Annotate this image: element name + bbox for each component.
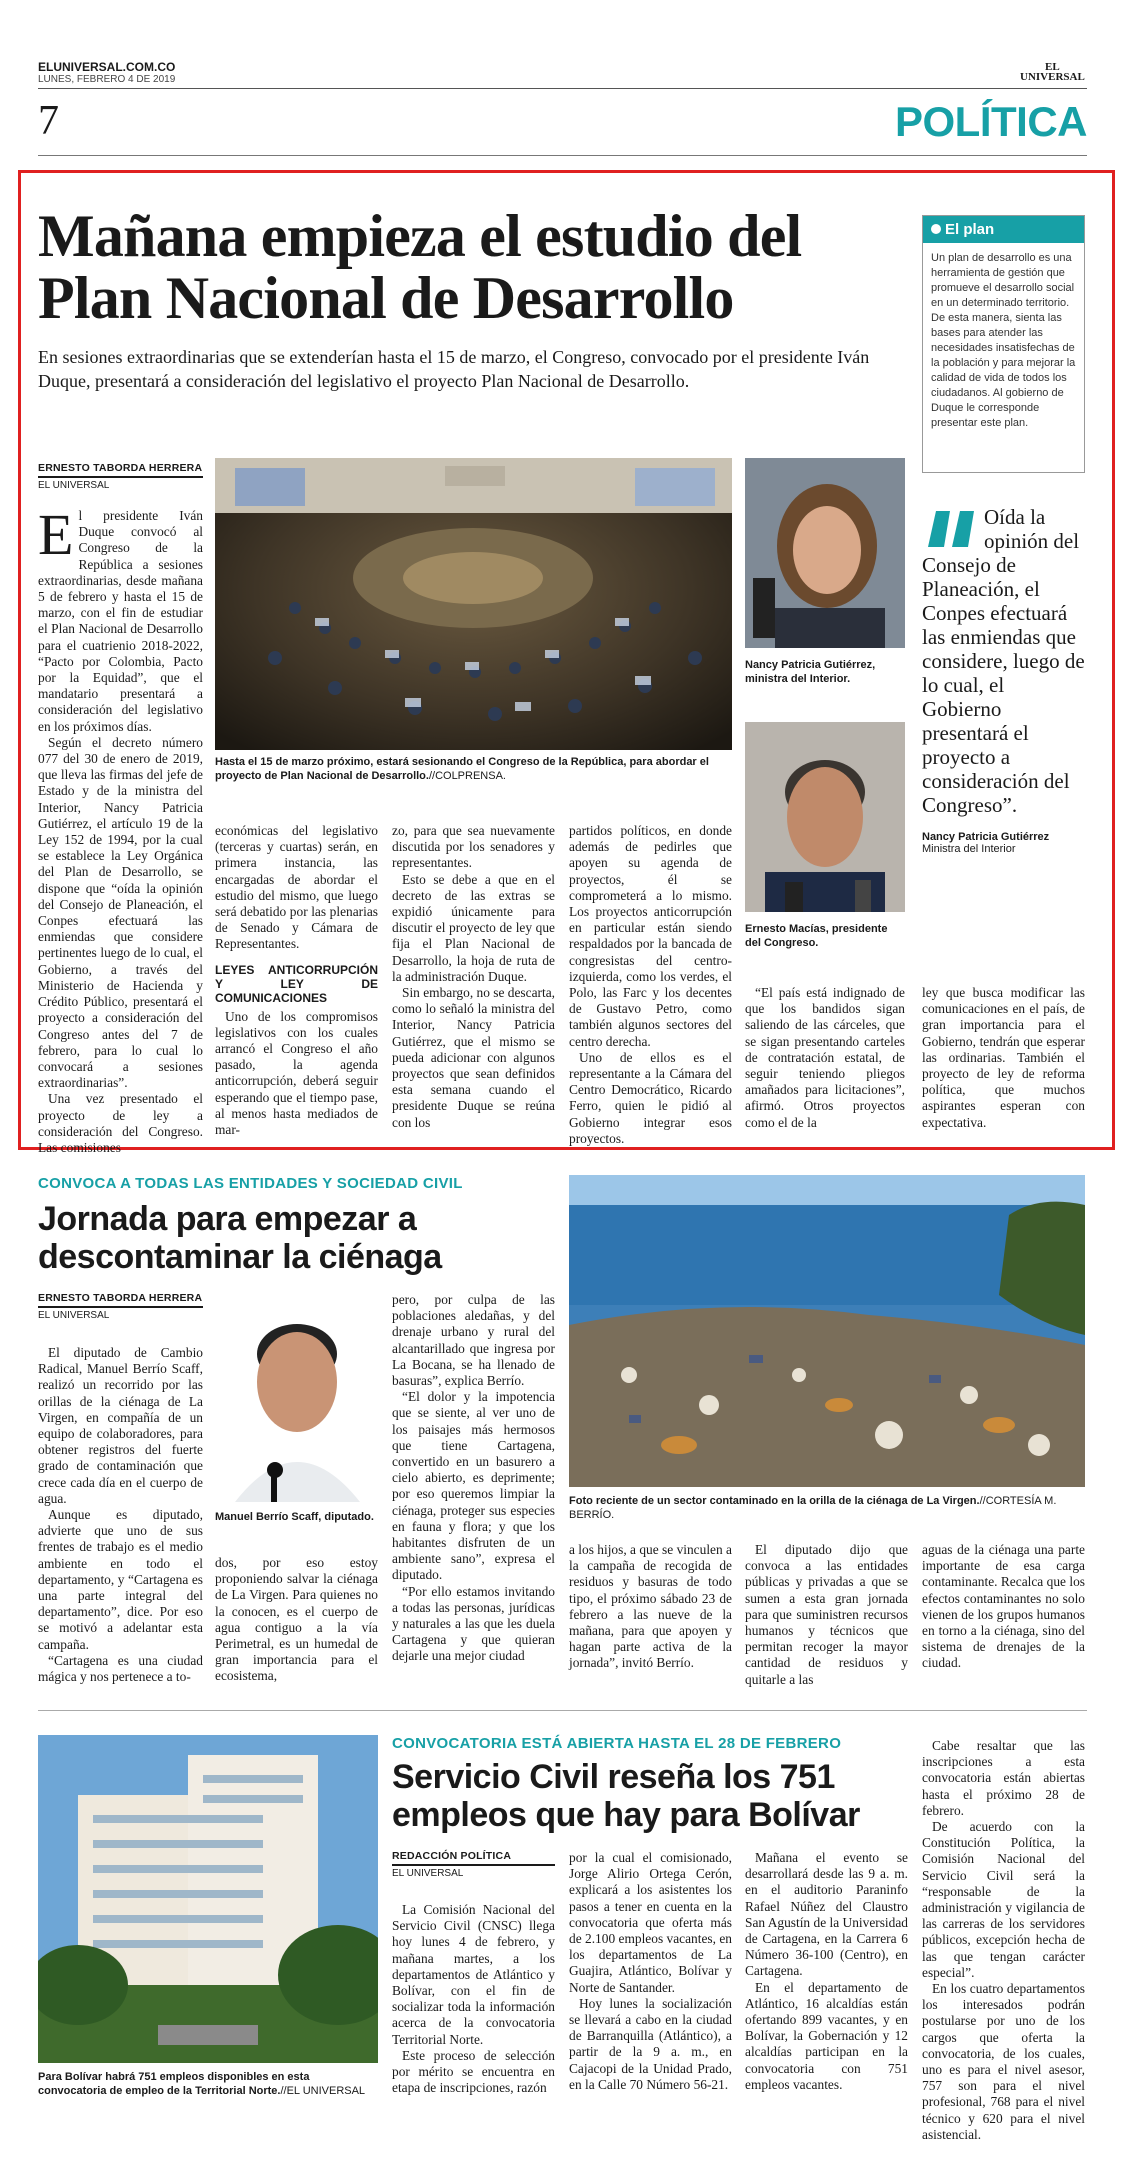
story2-col4-p1: a los hijos, a que se vinculen a la campaña de recogida de residuos y basuras de todo tipo, el próximo sábado 23 de febrero a las nueve de la mañana, para que apoyen y hagan parte activa de la jornada”, invitó Berrío. — [569, 1542, 732, 1671]
story1-col5-p1: “El país está indignado de que los bandidos sigan saliendo de las cárceles, que se sigan presentando carteles de contratación estatal, de seguir teniendo pliegos amañados para licitaciones”, afirmó. Otros proyectos como el de la — [745, 985, 905, 1130]
pull-quote-role: Ministra del Interior — [922, 843, 1016, 855]
story3-col3-p2: En el departamento de Atlántico, 16 alcaldías están ofertando 899 vacantes, y en Bolívar, la Gobernación y 12 alcaldías participan en la convocatoria con 751 empleos vacantes. — [745, 1979, 908, 2092]
story1-col1-p3: Una vez presentado el proyecto de ley a consideración del Congreso. Las comisiones — [38, 1091, 203, 1155]
portrait-nancy — [745, 458, 905, 648]
story3-column-1 — [392, 1902, 555, 2096]
story3-col1-p2: Este proceso de selección por mérito se encuentra en etapa de inscripciones, razón — [392, 2047, 555, 2096]
story-divider — [38, 1710, 1087, 1711]
story3-photo-caption — [38, 2070, 378, 2098]
cienaga-photo-image — [569, 1175, 1085, 1487]
section-rule — [38, 155, 1087, 156]
quote-mark-icon — [922, 507, 978, 551]
story2-byline — [38, 1292, 203, 1321]
story3-col2-p1: por la cual el comisionado, Jorge Alirio Ortega Cerón, explicará a los asistentes los pasos a tener en cuenta en la convocatoria que oferta más de 2.100 empleos vacantes, en los departamentos de La Guajira, Atlántico, Bolívar y Norte de Santander. — [569, 1850, 732, 1995]
story3-col1-p1: La Comisión Nacional del Servicio Civil (CNSC) llega hoy lunes 4 de febrero, y mañana martes, a los departamentos de Atlántico y Bolívar, con el fin de socializar toda la información acerca de la convocatoria Territorial Norte. — [392, 1902, 555, 2047]
story2-col1-p1: El diputado de Cambio Radical, Manuel Berrío Scaff, realizó un recorrido por las orillas de la ciénaga de La Virgen, en compañía de un equipo de colaboradores, para obtener registros del fuerte grado de contaminación que crece cada día en el cuerpo de agua. — [38, 1345, 203, 1506]
byline-name: ERNESTO TABORDA HERRERA — [38, 1292, 203, 1304]
story1-column-5 — [745, 985, 905, 1131]
logo-top: EL — [1045, 61, 1060, 73]
story3-column-4 — [922, 1738, 1085, 2143]
story1-column-1 — [38, 502, 203, 1156]
story1-col4-p2: Uno de ellos es el representante a la Cámara del Centro Democrático, Ricardo Ferro, quien le pidió al Gobierno integrar esos proyectos. — [569, 1049, 732, 1146]
story3-column-3 — [745, 1850, 908, 2093]
story1-byline — [38, 462, 203, 491]
story2-headline[interactable] — [38, 1200, 558, 1276]
story1-column-6 — [922, 985, 1085, 1131]
logo-bottom: UNIVERSAL — [1020, 71, 1085, 83]
portrait-manuel-caption: Manuel Berrío Scaff, diputado. — [215, 1511, 374, 1523]
story3-col4-p2: De acuerdo con la Constitución Política, la Comisión Nacional del Servicio Civil será la “responsable de la administración y vigilancia de las carreras de los servidores públicos, excepción hecha de las que tengan carácter especial”. — [922, 1819, 1085, 1980]
story1-col6-p1: ley que busca modificar las comunicaciones en el país, de gran importancia para el Gobierno, tendrán que esperar las ordinarias. También el proyecto de ley de reforma política, que muchos aspirantes esperan con expectativa. — [922, 985, 1085, 1130]
story3-column-2 — [569, 1850, 732, 2093]
story3-col4-p1: Cabe resaltar que las inscripciones a esta convocatoria están abiertas hasta el próximo 28 de febrero. — [922, 1738, 1085, 1818]
story2-headline-line2: descontaminar la ciénaga — [38, 1238, 442, 1276]
story1-column-2 — [215, 823, 378, 1138]
story2-col6-p1: aguas de la ciénaga una parte importante de esa carga contaminante. Recalca que los efectos contaminantes no solo vienen de los grupos humanos en torno a la ciénaga, sino del sistema de drenajes de la ciudad. — [922, 1542, 1085, 1671]
story3-headline-line2: empleos que hay para Bolívar — [392, 1796, 860, 1834]
story1-col2-p1: económicas del legislativo (terceras y cuartas) serán, en primera instancia, las encargadas de abordar el estudio del mismo, que luego será debatido por las plenarias de Senado y Cámara de Representantes. — [215, 823, 378, 952]
drop-cap: E — [38, 502, 74, 567]
story1-column-4 — [569, 823, 732, 1147]
byline-org: EL UNIVERSAL — [392, 1864, 555, 1879]
portrait-manuel-image — [215, 1292, 378, 1502]
story1-headline-line1: Mañana empieza el estudio del — [38, 203, 802, 269]
congress-photo-image — [215, 458, 732, 750]
el-plan-title: El plan — [945, 221, 995, 238]
el-plan-box — [922, 215, 1085, 473]
story2-column-2 — [215, 1555, 378, 1685]
story1-col1-p1: l presidente Iván Duque convocó al Congreso de la República a sesiones extraordinarias, desde mañana 5 de febrero y hasta el 15 de marzo, con el fin de estudiar el Plan Nacional de Desarrollo para el cuatrienio 2018-2022, “Pacto por Colombia, Pacto por la Equidad”, que el mandatario presentará a consideración del legislativo en los próximos días. — [38, 508, 203, 734]
issue-date: LUNES, FEBRERO 4 DE 2019 — [38, 74, 176, 85]
story1-headline-line2: Plan Nacional de Desarrollo — [38, 265, 734, 331]
building-photo — [38, 1735, 378, 2063]
portrait-ernesto-caption: Ernesto Macías, presidente del Congreso. — [745, 923, 888, 949]
story2-kicker: CONVOCA A TODAS LAS ENTIDADES Y SOCIEDAD CIVIL — [38, 1175, 463, 1192]
byline-org: EL UNIVERSAL — [38, 476, 203, 491]
story1-headline[interactable] — [38, 205, 918, 329]
story2-column-1 — [38, 1345, 203, 1685]
story1-col2-p2: Uno de los compromisos legislativos con los cuales arrancó el Congreso el año pasado, la agenda anticorrupción, deberá seguir esperando que el tiempo pase, al menos hasta mediados de mar- — [215, 1008, 378, 1138]
story2-col1-p3: “Cartagena es una ciudad mágica y nos pertenece a to- — [38, 1652, 203, 1685]
story3-headline[interactable] — [392, 1758, 912, 1834]
portrait-ernesto-image — [745, 722, 905, 912]
portrait-nancy-caption: Nancy Patricia Gutiérrez, ministra del Interior. — [745, 659, 876, 685]
story3-col4-p3: En los cuatro departamentos los interesados podrán postularse por uno de los cargos que oferta la convocatoria, de los cuales, uno es para el nivel asesor, 757 son para el nivel profesional, 768 para el nivel técnico y 620 para el nivel asistencial. — [922, 1981, 1085, 2142]
pull-quote — [922, 505, 1085, 855]
story2-column-6 — [922, 1542, 1085, 1672]
congress-photo — [215, 458, 732, 750]
story1-photo-caption — [215, 755, 732, 783]
story2-col5-p1: El diputado dijo que convoca a las entidades públicas y privadas a que se sumen a esta gran jornada para que suministren recursos humanos y técnicos que permitan recoger la mayor cantidad de residuos y quitarle a las — [745, 1542, 908, 1687]
story3-col3-p1: Mañana el evento se desarrollará desde las 9 a. m. en el auditorio Paraninfo Rafael Núñez del Claustro San Agustín de la Universidad de Cartagena, en la Carrera 6 Número 36-100 (Centro), en Cartagena. — [745, 1850, 908, 1979]
building-photo-image — [38, 1735, 378, 2063]
portrait-manuel — [215, 1292, 378, 1502]
cienaga-photo — [569, 1175, 1085, 1487]
story1-column-3 — [392, 823, 555, 1131]
story2-col1-p2: Aunque es diputado, advierte que uno de sus frentes de trabajo es el medio ambiente en todo el departamento, y “Cartagena es una parte integral del departamento”, dice. Por eso se motivó a adelantar esta campaña. — [38, 1507, 203, 1652]
story2-col3-p2: “El dolor y la impotencia que se siente, al ver uno de los paisajes más hermosos que tiene Cartagena, convertido en un basurero a cielo abierto, es deprimente; por eso queremos limpiar la ciénaga, proteger sus especies en fauna y flora; y que los habitantes disfruten de un ambiente sano”, expresa el diputado. — [392, 1389, 555, 1583]
photo-caption-text: Para Bolívar habrá 751 empleos disponibles en esta convocatoria de empleo de la Territorial Norte. — [38, 2071, 310, 2097]
photo-credit: //CORTESÍA M. BERRÍO. — [569, 1495, 1057, 1521]
bullet-icon — [931, 224, 941, 234]
byline-name: ERNESTO TABORDA HERRERA — [38, 462, 203, 474]
story3-kicker: CONVOCATORIA ESTÁ ABIERTA HASTA EL 28 DE FEBRERO — [392, 1735, 842, 1752]
story1-col3-p3: Sin embargo, no se descarta, como lo señaló la ministra del Interior, Nancy Patricia Gutiérrez, que el mismo se pueda adicionar con algunos proyectos que sean definidos esta semana cuando el presidente Duque se reúna con los — [392, 985, 555, 1130]
story1-col3-p1: zo, para que sea nuevamente discutida por los senadores y representantes. — [392, 823, 555, 871]
story1-col3-p2: Esto se debe a que en el decreto de las extras se expidió únicamente para discutir el proyecto de ley que fija el Plan Nacional de Desarrollo, la hoja de ruta de la administración Duque. — [392, 871, 555, 984]
el-plan-text: Un plan de desarrollo es una herramienta de gestión que promueve el desarrollo social en un determinado territorio. De esta manera, sienta las bases para atender las necesidades insatisfechas de la población y para mejorar la calidad de vida de todos los ciudadanos. Al gobierno de Duque le corresponde presentar este plan. — [931, 252, 1076, 429]
portrait-nancy-image — [745, 458, 905, 648]
story3-col2-p2: Hoy lunes la socialización se llevará a cabo en la ciudad de Barranquilla (Atlántico), a partir de la 9 a. m., en Cajacopi de la Unidad Prado, en la Calle 70 Número 56-21. — [569, 1995, 732, 2092]
story2-col2-p1: dos, por eso estoy proponiendo salvar la ciénaga de La Virgen. Para quienes no la conocen, es el cuerpo de agua contiguo a la vía Perimetral, es un humedal de gran importancia para el ecosistema, — [215, 1555, 378, 1684]
story1-subhead: LEYES ANTICORRUPCIÓN Y LEY DE COMUNICACIONES — [215, 962, 378, 1005]
photo-caption-text: Foto reciente de un sector contaminado en la orilla de la ciénaga de La Virgen. — [569, 1495, 980, 1507]
story2-column-5 — [745, 1542, 908, 1688]
section-title: POLÍTICA — [895, 98, 1087, 145]
story2-column-4 — [569, 1542, 732, 1672]
page-number: 7 — [38, 98, 59, 144]
story2-photo-caption — [569, 1494, 1085, 1522]
story3-byline — [392, 1850, 555, 1879]
byline-name: REDACCIÓN POLÍTICA — [392, 1850, 512, 1862]
story2-column-3 — [392, 1292, 555, 1665]
el-plan-header — [923, 216, 1084, 243]
portrait-ernesto — [745, 722, 905, 912]
masthead-logo — [1020, 62, 1085, 82]
story2-col3-p3: “Por ello estamos invitando a todas las personas, jurídicas y naturales a las que les duela Cartagena y que quieran dejarle una mejor ciudad — [392, 1583, 555, 1664]
photo-credit: //EL UNIVERSAL — [280, 2085, 366, 2097]
photo-credit: //COLPRENSA. — [428, 770, 506, 782]
story2-headline-line1: Jornada para empezar a — [38, 1200, 417, 1238]
site-url[interactable]: ELUNIVERSAL.COM.CO — [38, 60, 176, 74]
story1-col4-p1: partidos políticos, en donde además de pedirles que apoyen su agenda de proyectos, él se comprometerá a lo mismo. Los proyectos anticorrupción en particular están siendo respaldados por la bancada de congresistas del centro-izquierda, como los verdes, el Polo, las Farc y los decentes de Gustavo Petro, como también algunos sectores del centro derecha. — [569, 823, 732, 1049]
story1-deck: En sesiones extraordinarias que se extenderían hasta el 15 de marzo, el Congreso, convocado por el presidente Iván Duque, presentará a consideración del legislativo el proyecto Plan Nacional de Desarrollo. — [38, 347, 870, 391]
pull-quote-name: Nancy Patricia Gutiérrez — [922, 831, 1050, 843]
photo-caption-text: Hasta el 15 de marzo próximo, estará sesionando el Congreso de la República, para abordar el proyecto de Plan Nacional de Desarrollo. — [215, 756, 709, 782]
story1-col1-p2: Según el decreto número 077 del 30 de enero de 2019, que lleva las firmas del jefe de Estado y de la ministra del Interior, Nancy Patricia Gutiérrez, el artículo 19 de la Ley 152 de 1994, por la cual se establece la Ley Orgánica del Plan de Desarrollo, se dispone que “oída la opinión del Consejo de Planeación, el Conpes efectuará las enmiendas que considere pertinentes luego de lo cual, el Gobierno, a través del Ministerio de Hacienda y Crédito Público, presentará el proyecto a consideración del Congreso antes del 7 de febrero, para lo cual lo convocará a sesiones extraordinarias”. — [38, 734, 203, 1091]
pull-quote-text: Oída la opinión del Consejo de Planeación, el Conpes efectuará las enmiendas que considere, luego de lo cual, el Gobierno presentará el proyecto a consideración del Congreso”. — [922, 505, 1085, 817]
masthead-rule — [38, 88, 1087, 89]
byline-org: EL UNIVERSAL — [38, 1306, 203, 1321]
story3-headline-line1: Servicio Civil reseña los 751 — [392, 1758, 835, 1796]
story2-col3-p1: pero, por culpa de las poblaciones aledañas, y del drenaje urbano y rural del alcantarillado que ingresa por La Bocana, se ha llenado de basuras”, explica Berrío. — [392, 1292, 555, 1389]
